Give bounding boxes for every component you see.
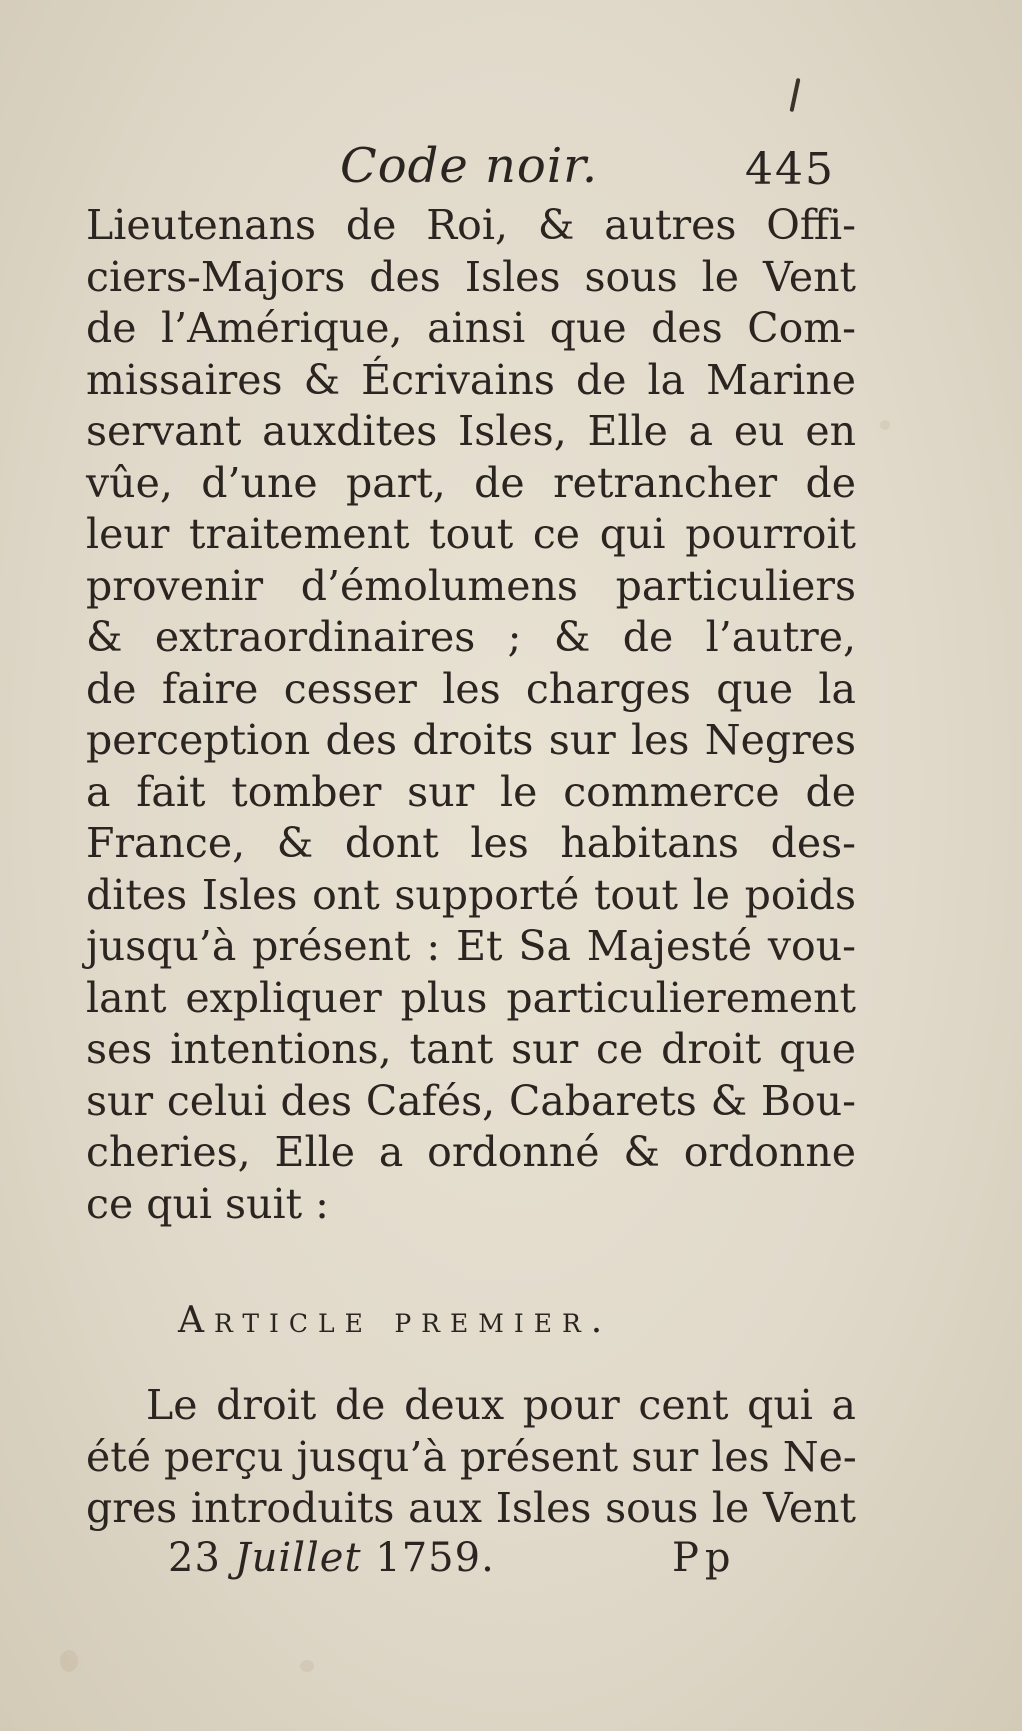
text-line: servant auxdites Isles, Elle a eu en bbox=[86, 407, 856, 455]
date-year: 1759. bbox=[375, 1535, 495, 1581]
text-line: jusqu’à présent : Et Sa Majesté vou- bbox=[86, 922, 856, 970]
paper-stain bbox=[60, 1650, 78, 1672]
text-line: Le droit de deux pour cent qui a bbox=[146, 1381, 856, 1429]
running-title: Code noir. bbox=[340, 138, 599, 194]
text-line: de l’Amérique, ainsi que des Com- bbox=[86, 304, 856, 352]
text-line: de faire cesser les charges que la bbox=[86, 664, 856, 713]
footer-date bbox=[168, 1535, 495, 1581]
date-day: 23 bbox=[168, 1535, 221, 1581]
article-heading: Article premier. bbox=[178, 1300, 613, 1341]
text-line: ses intentions, tant sur ce droit que bbox=[86, 1025, 856, 1073]
text-line: cheries, Elle a ordonné & ordonne bbox=[86, 1128, 856, 1176]
text-line: perception des droits sur les Negres bbox=[86, 716, 856, 764]
text-line: ciers-Majors des Isles sous le Vent bbox=[86, 252, 856, 301]
paper-stain bbox=[880, 420, 890, 430]
text-line: a fait tomber sur le commerce de bbox=[86, 767, 856, 816]
body-text bbox=[86, 200, 856, 1230]
text-line: & extraordinaires ; & de l’autre, bbox=[86, 613, 856, 661]
text-line: lant expliquer plus particulierement bbox=[86, 973, 856, 1022]
text-line: leur traitement tout ce qui pourroit bbox=[86, 510, 856, 558]
text-line: dites Isles ont supporté tout le poids bbox=[86, 870, 856, 919]
page-footer bbox=[0, 1535, 1022, 1595]
paper-stain bbox=[300, 1660, 314, 1672]
page-header bbox=[0, 138, 1022, 198]
date-month: Juillet bbox=[234, 1535, 362, 1581]
article-text bbox=[86, 1380, 856, 1535]
text-line: gres introduits aux Isles sous le Vent bbox=[86, 1484, 856, 1532]
text-line: sur celui des Cafés, Cabarets & Bou- bbox=[86, 1076, 856, 1125]
text-line: été perçu jusqu’à présent sur les Ne- bbox=[86, 1432, 857, 1481]
ink-mark bbox=[790, 78, 801, 112]
text-line: missaires & Écrivains de la Marine bbox=[86, 355, 856, 404]
page-number: 445 bbox=[745, 144, 835, 195]
text-line: France, & dont les habitans des- bbox=[86, 819, 856, 867]
text-line: Lieutenans de Roi, & autres Offi- bbox=[86, 201, 856, 249]
text-line: vûe, d’une part, de retrancher de bbox=[86, 458, 856, 507]
signature-mark: Pp bbox=[672, 1535, 737, 1581]
text-line: provenir d’émolumens particuliers bbox=[86, 561, 856, 610]
text-line: ce qui suit : bbox=[86, 1179, 329, 1228]
